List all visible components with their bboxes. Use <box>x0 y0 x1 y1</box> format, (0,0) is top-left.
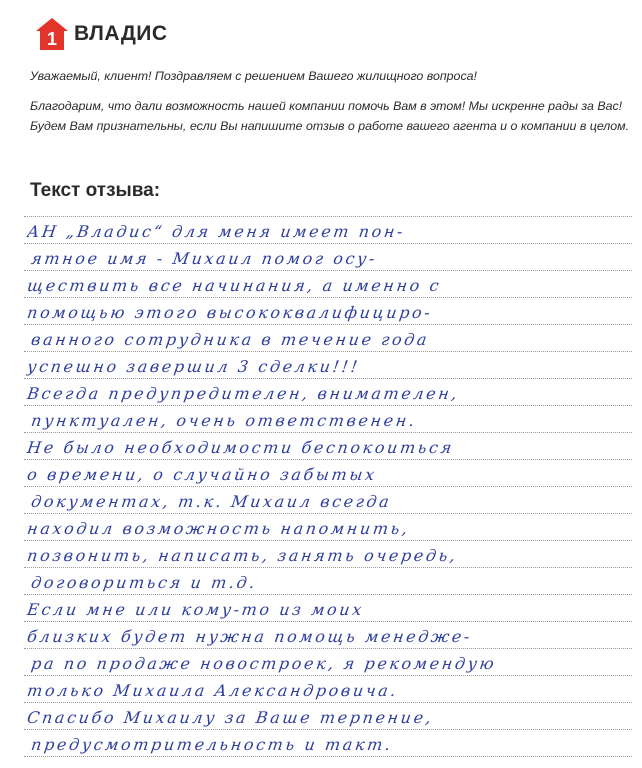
ruled-line <box>24 621 632 622</box>
handwritten-line: Не было необходимости беспокоиться <box>26 438 456 457</box>
ruled-line <box>24 486 632 487</box>
logo-digit: 1 <box>46 29 58 49</box>
ruled-line <box>24 702 632 703</box>
brand-name: ВЛАДИС <box>74 22 168 45</box>
handwritten-line: договориться и т.д. <box>30 573 259 592</box>
ruled-line <box>24 567 632 568</box>
ruled-line <box>24 351 632 352</box>
handwritten-line: ра по продаже новостроек, я рекомендую <box>30 654 498 673</box>
ruled-line <box>24 594 632 595</box>
ruled-line <box>24 324 632 325</box>
intro-thanks: Благодарим, что дали возможность нашей компании помочь Вам в этом! Мы искренне рады за Вас! Будем Вам признательны, если Вы напишите отзыв о работе вашего агента и о компании в целом. <box>30 99 630 133</box>
handwritten-line: АН „Владис“ для меня имеет пон- <box>26 222 407 241</box>
ruled-line <box>24 216 632 217</box>
handwritten-line: ятное имя - Михаил помог осу- <box>30 249 379 268</box>
ruled-line <box>24 243 632 244</box>
handwritten-line: помощью этого высококвалифициро- <box>26 303 434 322</box>
handwritten-line: документах, т.к. Михаил всегда <box>30 492 393 511</box>
ruled-line <box>24 540 632 541</box>
handwritten-line: Всегда предупредителен, внимателен, <box>26 384 461 403</box>
handwritten-line: Если мне или кому-то из моих <box>26 600 366 619</box>
handwritten-line: близких будет нужна помощь менедже- <box>26 627 474 646</box>
ruled-line <box>24 432 632 433</box>
ruled-line <box>24 648 632 649</box>
company-logo <box>34 16 168 52</box>
handwritten-line: только Михаила Александровича. <box>26 681 400 700</box>
ruled-line <box>24 297 632 298</box>
handwritten-line: находил возможность напомнить, <box>26 519 412 538</box>
handwritten-line: успешно завершил 3 сделки!!! <box>26 357 362 376</box>
handwritten-line: Спасибо Михаилу за Ваше терпение, <box>26 708 435 727</box>
handwritten-line: ществить все начинания, а именно с <box>26 276 443 295</box>
handwritten-line: пунктуален, очень ответственен. <box>30 411 419 430</box>
ruled-line <box>24 675 632 676</box>
ruled-line <box>24 729 632 730</box>
handwritten-line: о времени, о случайно забытых <box>26 465 379 484</box>
ruled-line <box>24 378 632 379</box>
handwritten-line: предусмотрительность и такт. <box>30 735 395 754</box>
review-sheet <box>24 198 636 758</box>
ruled-line <box>24 270 632 271</box>
house-logo-icon <box>34 16 70 52</box>
ruled-line <box>24 513 632 514</box>
intro-congratulation: Уважаемый, клиент! Поздравляем с решением Вашего жилищного вопроса! <box>30 69 477 83</box>
review-title: Текст отзыва: <box>30 180 161 201</box>
handwritten-line: позвонить, написать, занять очередь, <box>26 546 460 565</box>
ruled-line <box>24 405 632 406</box>
handwritten-line: ванного сотрудника в течение года <box>30 330 431 349</box>
ruled-line <box>24 459 632 460</box>
ruled-line <box>24 756 632 757</box>
